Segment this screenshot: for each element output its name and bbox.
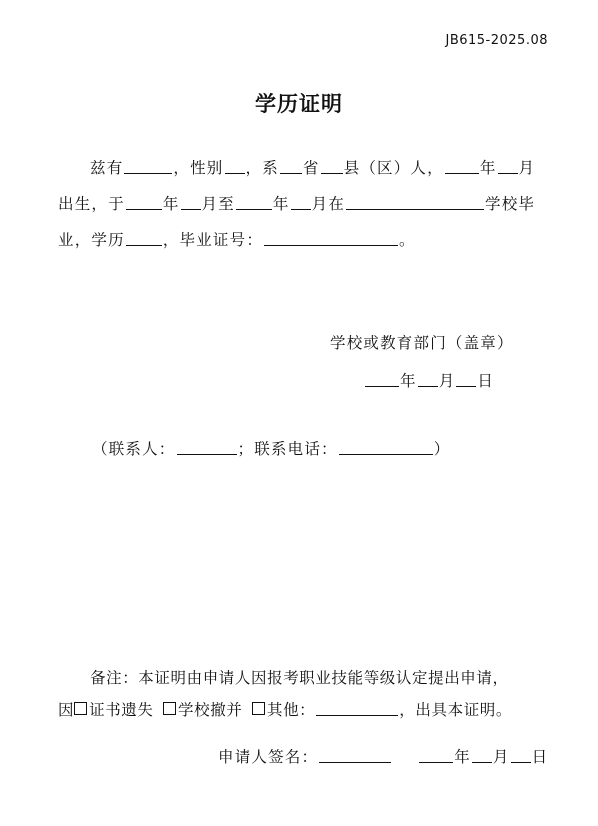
text-school-grad: 学校毕	[485, 195, 536, 213]
contact-person-label: （联系人：	[92, 440, 176, 458]
other-reason-blank[interactable]	[316, 698, 398, 716]
note-block	[58, 662, 558, 726]
text-month-at: 月在	[311, 195, 346, 213]
end-month-blank[interactable]	[291, 192, 311, 210]
text-year: 年	[479, 159, 497, 177]
seal-label: 学校或教育部门（盖章）	[330, 334, 514, 352]
note-text: 备注：本证明由申请人因报考职业技能等级认定提出申请，	[90, 669, 509, 687]
county-blank[interactable]	[321, 156, 343, 174]
sign-year-blank[interactable]	[419, 745, 453, 763]
sign-day-blank[interactable]	[511, 745, 531, 763]
start-month-blank[interactable]	[181, 192, 201, 210]
cert-number-blank[interactable]	[264, 228, 398, 246]
signature-blank[interactable]	[319, 745, 391, 763]
checkbox-other[interactable]	[252, 702, 265, 715]
signature-line	[218, 745, 548, 767]
school-blank[interactable]	[346, 192, 484, 210]
text-month: 月	[518, 159, 536, 177]
birth-month-blank[interactable]	[498, 156, 518, 174]
page-title: 学历证明	[255, 92, 343, 116]
sign-day-text: 日	[531, 748, 549, 766]
end-year-blank[interactable]	[236, 192, 272, 210]
seal-day-text: 日	[477, 372, 495, 390]
option-cert-lost: 证书遗失	[89, 701, 154, 719]
checkbox-school-merged[interactable]	[163, 702, 176, 715]
gender-blank[interactable]	[225, 156, 245, 174]
seal-year-text: 年	[400, 372, 417, 390]
contact-phone-blank[interactable]	[339, 437, 433, 455]
sign-year-text: 年	[454, 748, 471, 766]
name-blank[interactable]	[124, 156, 172, 174]
text-month-to: 月至	[201, 195, 235, 213]
body-line-1	[58, 150, 553, 186]
option-other: 其他：	[266, 701, 316, 719]
text-province: 省	[302, 159, 320, 177]
text-year: 年	[162, 195, 180, 213]
checkbox-cert-lost[interactable]	[74, 702, 87, 715]
text-degree: 业，学历	[58, 231, 125, 249]
text-xi: ，系	[245, 159, 279, 177]
note-prefix: 因	[58, 701, 75, 719]
province-blank[interactable]	[280, 156, 302, 174]
birth-year-blank[interactable]	[445, 156, 479, 174]
signature-label: 申请人签名：	[218, 748, 319, 766]
text-period: 。	[399, 231, 416, 249]
body-line-2	[58, 186, 553, 222]
option-school-merged: 学校撤并	[178, 701, 243, 719]
text-zi-you: 兹有	[90, 159, 124, 177]
text-born-at: 出生，于	[58, 195, 125, 213]
start-year-blank[interactable]	[126, 192, 162, 210]
document-code: JB615-2025.08	[445, 33, 548, 48]
sign-month-blank[interactable]	[472, 745, 492, 763]
note-line-1	[58, 662, 558, 694]
note-line-2	[58, 694, 558, 726]
seal-year-blank[interactable]	[365, 369, 399, 387]
text-cert-no: ，毕业证号：	[162, 231, 264, 249]
seal-day-blank[interactable]	[456, 369, 476, 387]
seal-month-text: 月	[438, 372, 456, 390]
contact-line	[92, 437, 450, 459]
seal-date	[364, 369, 494, 391]
text-county: 县（区）人，	[343, 159, 444, 177]
contact-phone-label: ；联系电话：	[237, 440, 338, 458]
text-gender: ，性别	[173, 159, 224, 177]
text-year: 年	[272, 195, 290, 213]
body-line-3	[58, 222, 553, 258]
certificate-body	[58, 150, 553, 258]
contact-person-blank[interactable]	[177, 437, 237, 455]
contact-close: ）	[433, 440, 451, 458]
degree-blank[interactable]	[126, 228, 162, 246]
sign-month-text: 月	[492, 748, 510, 766]
note-suffix: ，出具本证明。	[399, 701, 512, 719]
seal-month-blank[interactable]	[418, 369, 438, 387]
